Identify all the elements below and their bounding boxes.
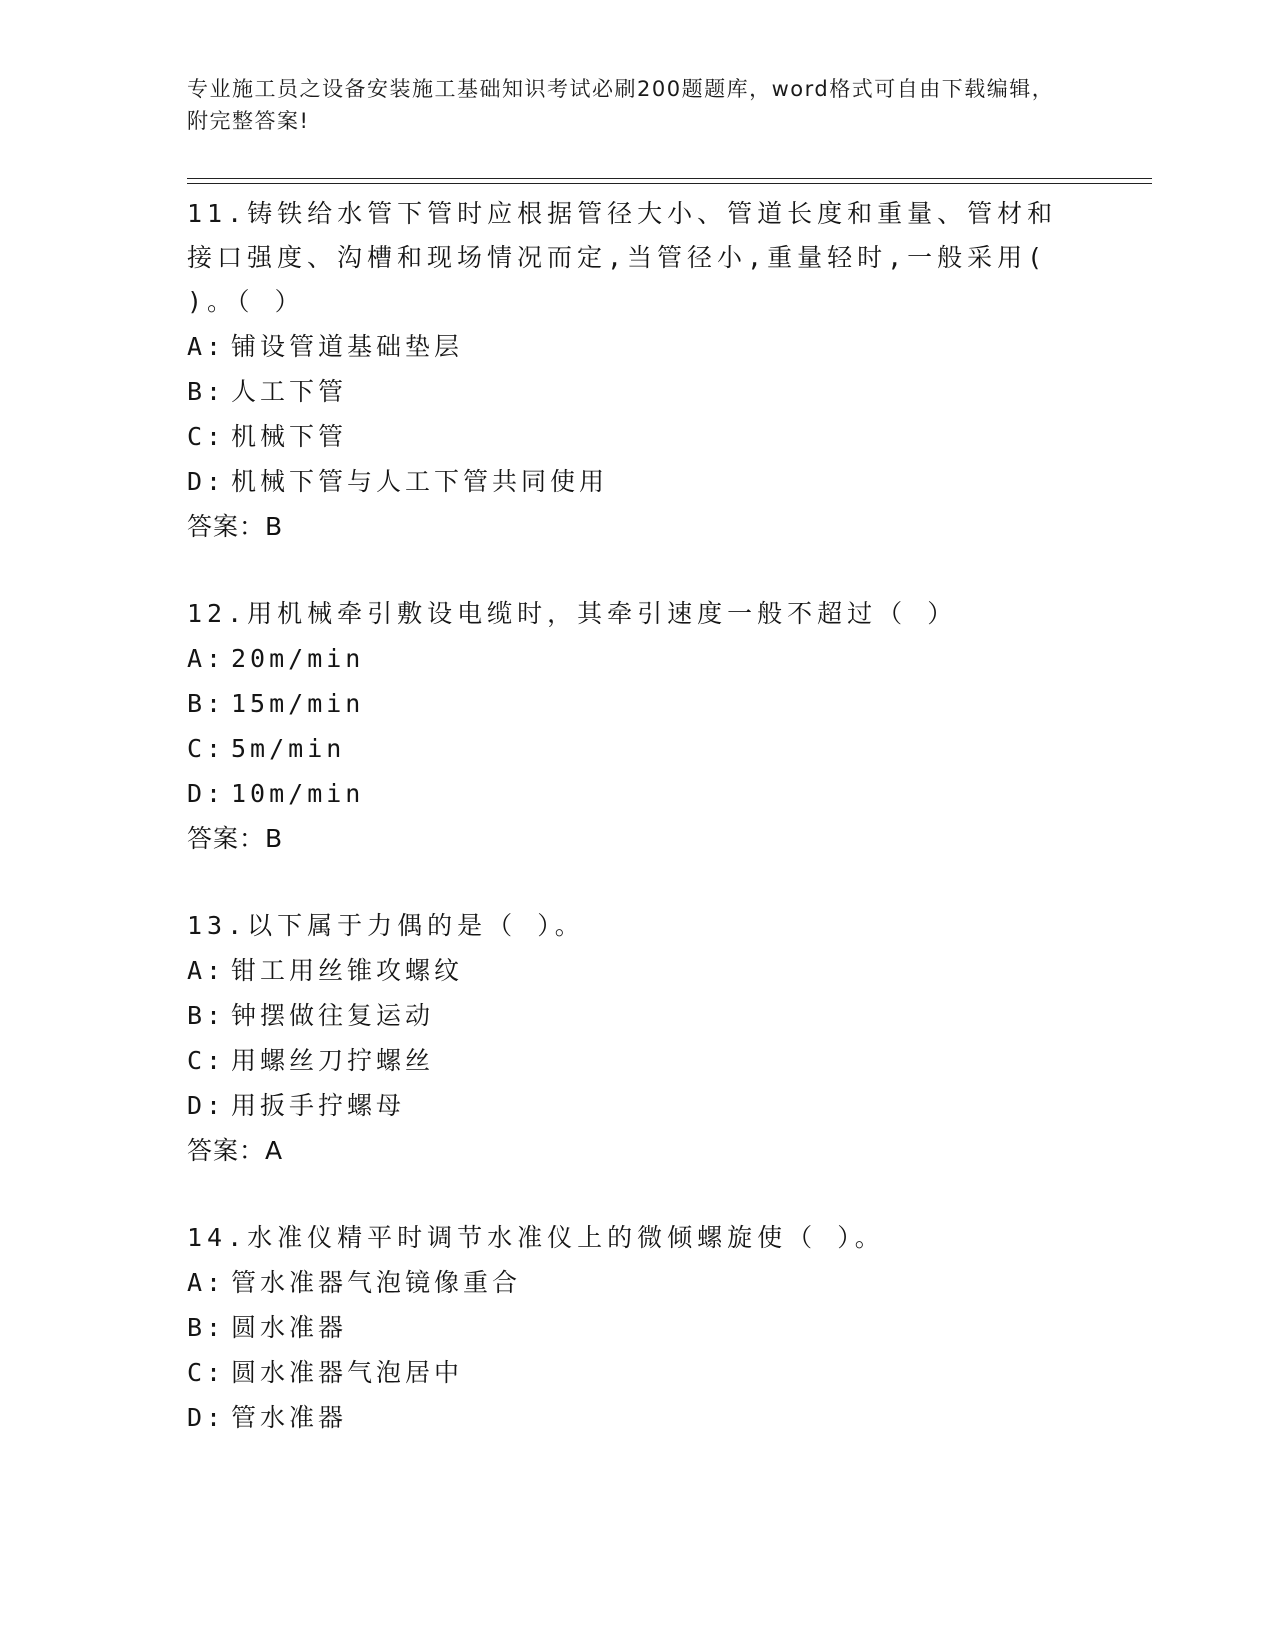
option-c — [187, 1350, 1087, 1395]
option-d — [187, 771, 1087, 816]
answer-label: 答案： — [187, 512, 266, 541]
option-a — [187, 1260, 1087, 1305]
option-a — [187, 636, 1087, 681]
option-key: D: — [187, 1091, 226, 1120]
option-a — [187, 948, 1087, 993]
option-text: 机械下管与人工下管共同使用 — [231, 467, 609, 496]
option-c — [187, 1038, 1087, 1083]
option-key: A: — [187, 644, 226, 673]
question-list — [187, 190, 1087, 1480]
option-key: B: — [187, 1001, 226, 1030]
option-text: 圆水准器 — [231, 1313, 348, 1342]
question-text: 12.用机械牵引敷设电缆时，其牵引速度一般不超过（ ） — [187, 599, 958, 628]
option-b — [187, 993, 1087, 1038]
option-text: 15m/min — [231, 689, 365, 718]
option-text: 用扳手拧螺母 — [231, 1091, 406, 1120]
option-key: D: — [187, 1403, 226, 1432]
option-text: 铺设管道基础垫层 — [231, 332, 464, 361]
option-key: A: — [187, 956, 226, 985]
option-text: 钳工用丝锥攻螺纹 — [231, 956, 464, 985]
option-key: C: — [187, 1358, 226, 1387]
option-b — [187, 369, 1087, 414]
option-text: 用螺丝刀拧螺丝 — [231, 1046, 435, 1075]
option-text: 圆水准器气泡居中 — [231, 1358, 464, 1387]
option-text: 人工下管 — [231, 377, 348, 406]
answer-line — [187, 1128, 1087, 1174]
answer-value: A — [265, 1136, 284, 1165]
option-c — [187, 414, 1087, 459]
answer-label: 答案： — [187, 824, 266, 853]
option-key: B: — [187, 377, 226, 406]
option-key: C: — [187, 734, 226, 763]
question-text: 11.铸铁给水管下管时应根据管径大小、管道长度和重量、管材和接口强度、沟槽和现场情况而定,当管径小,重量轻时,一般采用( )。（ ） — [187, 199, 1058, 316]
option-text: 机械下管 — [231, 422, 348, 451]
option-key: C: — [187, 1046, 226, 1075]
question-text: 14.水准仪精平时调节水准仪上的微倾螺旋使（ ）。 — [187, 1223, 885, 1252]
option-key: C: — [187, 422, 226, 451]
option-key: B: — [187, 689, 226, 718]
answer-line — [187, 816, 1087, 862]
option-b — [187, 1305, 1087, 1350]
question-14 — [187, 1214, 1087, 1440]
option-text: 5m/min — [231, 734, 346, 763]
option-key: A: — [187, 1268, 226, 1297]
option-d — [187, 459, 1087, 504]
answer-label: 答案： — [187, 1136, 266, 1165]
question-12 — [187, 590, 1087, 862]
option-text: 钟摆做往复运动 — [231, 1001, 435, 1030]
option-b — [187, 681, 1087, 726]
option-key: D: — [187, 467, 226, 496]
option-key: D: — [187, 779, 226, 808]
option-c — [187, 726, 1087, 771]
option-key: A: — [187, 332, 226, 361]
question-text: 13.以下属于力偶的是（ ）。 — [187, 911, 585, 940]
option-text: 10m/min — [231, 779, 365, 808]
answer-line — [187, 504, 1087, 550]
option-key: B: — [187, 1313, 226, 1342]
header-divider-bottom — [187, 183, 1152, 184]
option-text: 20m/min — [231, 644, 365, 673]
option-text: 管水准器 — [231, 1403, 348, 1432]
option-d — [187, 1395, 1087, 1440]
header-divider-top — [187, 178, 1152, 179]
question-13 — [187, 902, 1087, 1174]
answer-value: B — [265, 824, 284, 853]
option-a — [187, 324, 1087, 369]
option-text: 管水准器气泡镜像重合 — [231, 1268, 522, 1297]
question-11 — [187, 190, 1087, 550]
option-d — [187, 1083, 1087, 1128]
document-header: 专业施工员之设备安装施工基础知识考试必刷200题题库，word格式可自由下载编辑，附完整答案! — [187, 77, 1055, 133]
answer-value: B — [265, 512, 284, 541]
